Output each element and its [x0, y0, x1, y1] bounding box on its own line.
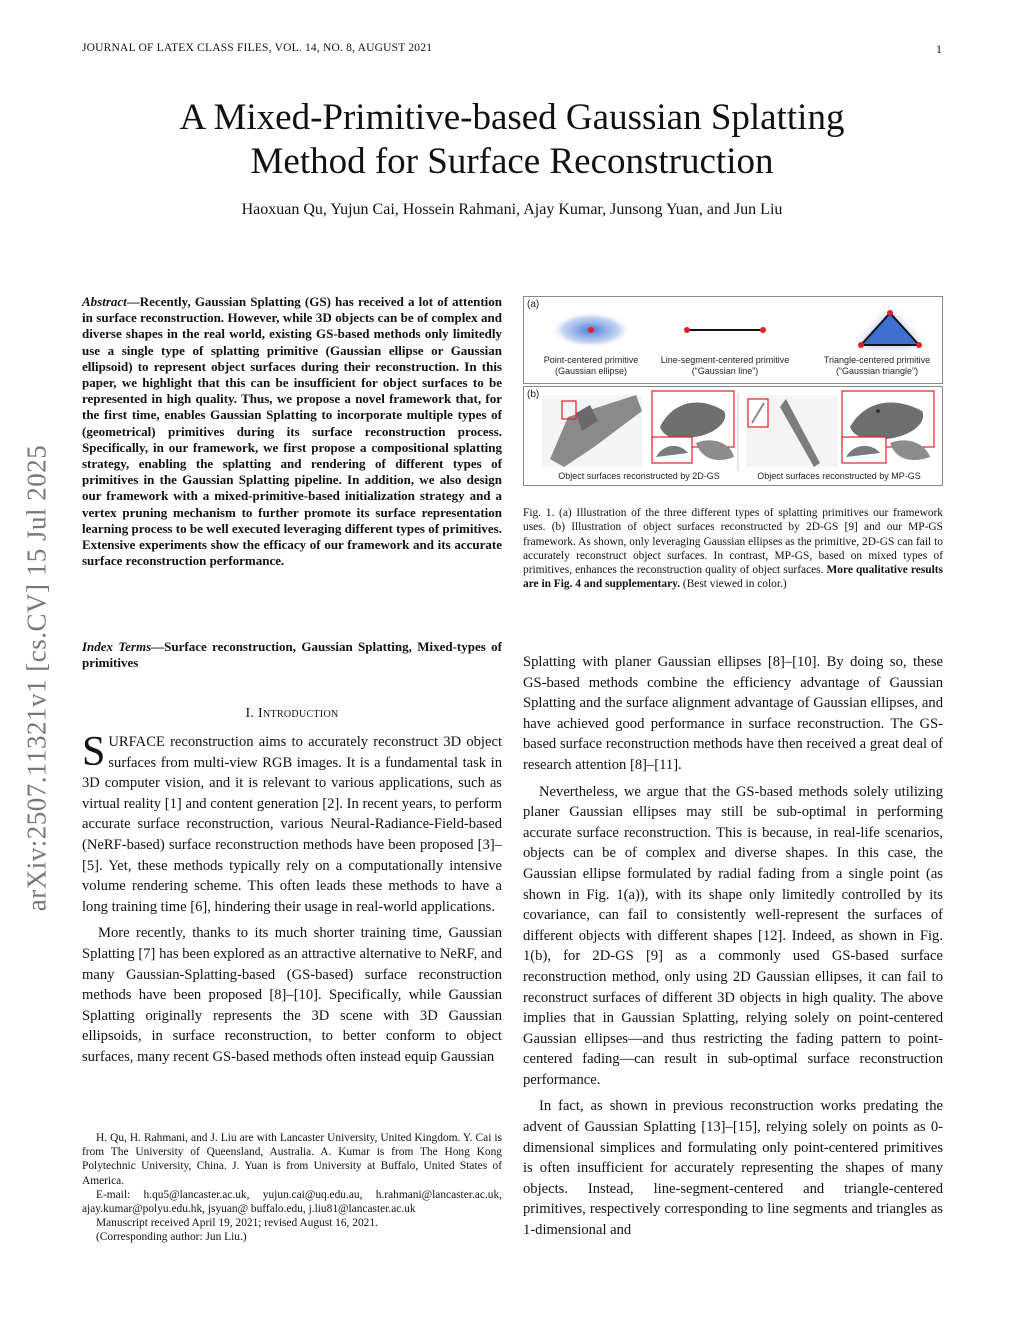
- arxiv-stamp-text: arXiv:2507.11321v1 [cs.CV] 15 Jul 2025: [21, 444, 52, 912]
- title-line-2: Method for Surface Reconstruction: [250, 141, 774, 182]
- triangle-vertex-1: [858, 342, 864, 348]
- abstract-text: —Recently, Gaussian Splatting (GS) has received a lot of attention in surface reconstruction. However, while 3D objects can be of complex and diverse shapes in the real world, existing GS-based methods only limitedly use a single type of splatting primitive (Gaussian ellipse or Gaussian ellipsoid) to represent object surfaces during their reconstruction. In this paper, we highlight that this can be insufficient for object surfaces to be represented in high quality. Thus, we propose a novel framework that, for the first time, enables Gaussian Splatting to incorporate multiple types of (geometrical) primitives during its surface reconstruction process. Specifically, in our framework, we first propose a compositional splatting strategy, enabling the splatting and rendering of different types of primitives in the Gaussian Splatting pipeline. In addition, we also design our framework with a mixed-primitive-based initialization strategy and a vertex pruning mechanism to further promote its surface representation learning process to be well executed leveraging different types of primitives. Extensive experiments show the efficacy of our framework and its accurate surface reconstruction performance.: [82, 294, 502, 569]
- panel-a-label: (a): [527, 299, 540, 310]
- section-number: I.: [245, 706, 255, 721]
- primitive-3-sub: (“Gaussian triangle”): [835, 366, 919, 376]
- primitive-3-name: Triangle-centered primitive: [823, 355, 931, 365]
- index-terms-text: —Surface reconstruction, Gaussian Splatting, Mixed-types of primitives: [82, 639, 502, 671]
- footnote-affiliations: H. Qu, H. Rahmani, and J. Liu are with Lancaster University, United Kingdom. Y. Cai is from The University of Queensland, Australia. A. Kumar is from The Hong Kong Polytechnic University, China. J. Yuan is from University at Buffalo, United States of America.: [82, 1132, 502, 1187]
- primitive-3-caption: [812, 355, 942, 377]
- footnote-emails: E-mail: h.qu5@lancaster.ac.uk, yujun.cai@uq.edu.au, h.rahmani@lancaster.ac.uk, ajay.kumar@polyu.edu.hk, jsyuan@ buffalo.edu, j.liu81@lancaster.ac.uk: [82, 1188, 502, 1216]
- title-line-1: A Mixed-Primitive-based Gaussian Splatting: [179, 97, 845, 138]
- primitive-2-name: Line-segment-centered primitive: [660, 355, 790, 365]
- footnote-corresponding: (Corresponding author: Jun Liu.): [96, 1231, 247, 1244]
- panel-b-label: (b): [527, 389, 540, 400]
- recon-left-caption: Object surfaces reconstructed by 2D-GS: [558, 471, 720, 481]
- primitive-2-sub: (“Gaussian line”): [691, 366, 759, 376]
- line-endpoint-right: [760, 327, 766, 333]
- figure-panel-a: [523, 296, 943, 384]
- primitive-1-sub: (Gaussian ellipse): [554, 366, 628, 376]
- running-header: JOURNAL OF LATEX CLASS FILES, VOL. 14, NO. 8, AUGUST 2021: [82, 42, 433, 54]
- triangle-vertex-3: [916, 342, 922, 348]
- abstract: [82, 294, 502, 569]
- caption-bold: More qualitative results are in Fig. 4 and supplementary.: [523, 564, 943, 591]
- right-paragraph-3: In fact, as shown in previous reconstruction works predating the advent of Gaussian Splatting [13]–[15], relying solely on points as 0-dimensional simplices and formulating only point-centered primitives is often insufficient for accurately representing the shapes of many objects. Instead, line-segment-centered and triangle-centered primitives, respectively corresponding to line segments and triangles as 1-dimensional and: [523, 1098, 943, 1239]
- recon-right-caption: Object surfaces reconstructed by MP-GS: [757, 471, 921, 481]
- center-point: [588, 327, 594, 333]
- primitive-2-caption: [650, 355, 800, 377]
- figure-panel-b: [523, 386, 943, 486]
- section-heading: [82, 706, 502, 722]
- drop-cap: S: [82, 729, 106, 775]
- right-paragraph-1: Splatting with planer Gaussian ellipses [8]–[10]. By doing so, these GS-based methods combine the efficiency advantage of Gaussian Splatting and the surface alignment advantage of Gaussian ellipses, and have achieved good performance in surface reconstruction. The GS-based surface reconstruction methods have then received a great deal of research attention [8]–[11].: [523, 654, 943, 773]
- intro-paragraph-2: More recently, thanks to its much shorter training time, Gaussian Splatting [7] has been explored as an attractive alternative to NeRF, and many Gaussian-Splatting-based (GS-based) surface reconstruction methods have been proposed [8]–[10]. Specifically, while Gaussian Splatting originally represents the 3D scene with 3D Gaussian ellipsoids, in surface reconstruction, to better conform to object surfaces, many recent GS-based methods often instead equip Gaussian: [82, 925, 502, 1065]
- footnote: [82, 1131, 502, 1245]
- triangle-vertex-2: [887, 310, 893, 316]
- intro-right-column: [523, 652, 943, 1241]
- footnote-manuscript: Manuscript received April 19, 2021; revised August 16, 2021.: [96, 1217, 378, 1230]
- page-number: 1: [936, 42, 942, 56]
- paper-title: [0, 96, 1024, 184]
- intro-paragraph-1: [82, 729, 502, 917]
- primitive-1-name: Point-centered primitive: [543, 355, 639, 365]
- abstract-lead: Abstract: [82, 294, 127, 309]
- figure-1: [523, 296, 943, 488]
- primitive-1-caption: [526, 355, 656, 377]
- figure-1-caption: [523, 506, 943, 592]
- author-list: Haoxuan Qu, Yujun Cai, Hossein Rahmani, Ajay Kumar, Junsong Yuan, and Jun Liu: [241, 201, 783, 218]
- dragon-eye-right: [876, 409, 880, 413]
- line-endpoint-left: [684, 327, 690, 333]
- caption-text: Fig. 1. (a) Illustration of the three different types of splatting primitives our framework uses. (b) Illustration of object surfaces reconstructed by 2D-GS [9] and our MP-GS framework. As shown, only leveraging Gaussian ellipses as the primitive, 2D-GS can fail to accurately reconstruct object surfaces. In contrast, MP-GS, based on mixed types of primitives, enhances the reconstruction quality of object surfaces.: [523, 507, 943, 577]
- intro-paragraph-1-text: URFACE reconstruction aims to accurately reconstruct 3D object surfaces from multi-view RGB images. It is a fundamental task in 3D computer vision, and it is relevant to various applications, such as virtual reality [1] and content generation [2]. In recent years, to perform accurate surface reconstruction, various Neural-Radiance-Field-based (NeRF-based) surface reconstruction methods have been proposed [3]–[5]. Yet, these methods typically rely on a computationally intensive volume rendering scheme. This often leads these methods to have a long training time [6], hindering their usage in real-world applications.: [82, 734, 502, 915]
- right-paragraph-2: Nevertheless, we argue that the GS-based methods solely utilizing planer Gaussian ellipses may still be sub-optimal in performing accurate surface reconstruction. This is because, in real-life scenarios, objects can be of complex and diverse shapes. In this case, the Gaussian ellipse formulated by radial fading from a single point (as shown in Fig. 1(a)), with its shape only limitedly controlled by its covariance, can fail to consistently well-represent the surfaces of different objects with different shapes [12]. Indeed, as shown in Fig. 1(b), for 2D-GS [9] as a commonly used GS-based surface reconstruction method, only using 2D Gaussian ellipses, it can fail to reconstruct surfaces of different 3D objects in high quality. The above implies that in Gaussian Splatting, relying solely on point-centered Gaussian ellipses—and thus restricting the fading pattern to point-centered fading—can result in sub-optimal surface reconstruction performance.: [523, 783, 943, 1088]
- arxiv-stamp: [4, 378, 70, 978]
- index-terms-lead: Index Terms: [82, 639, 152, 654]
- section-title-text: Introduction: [258, 706, 339, 721]
- caption-tail: (Best viewed in color.): [680, 578, 787, 591]
- index-terms: [82, 639, 502, 671]
- triangle: [861, 313, 919, 345]
- intro-left-column: [82, 729, 502, 1068]
